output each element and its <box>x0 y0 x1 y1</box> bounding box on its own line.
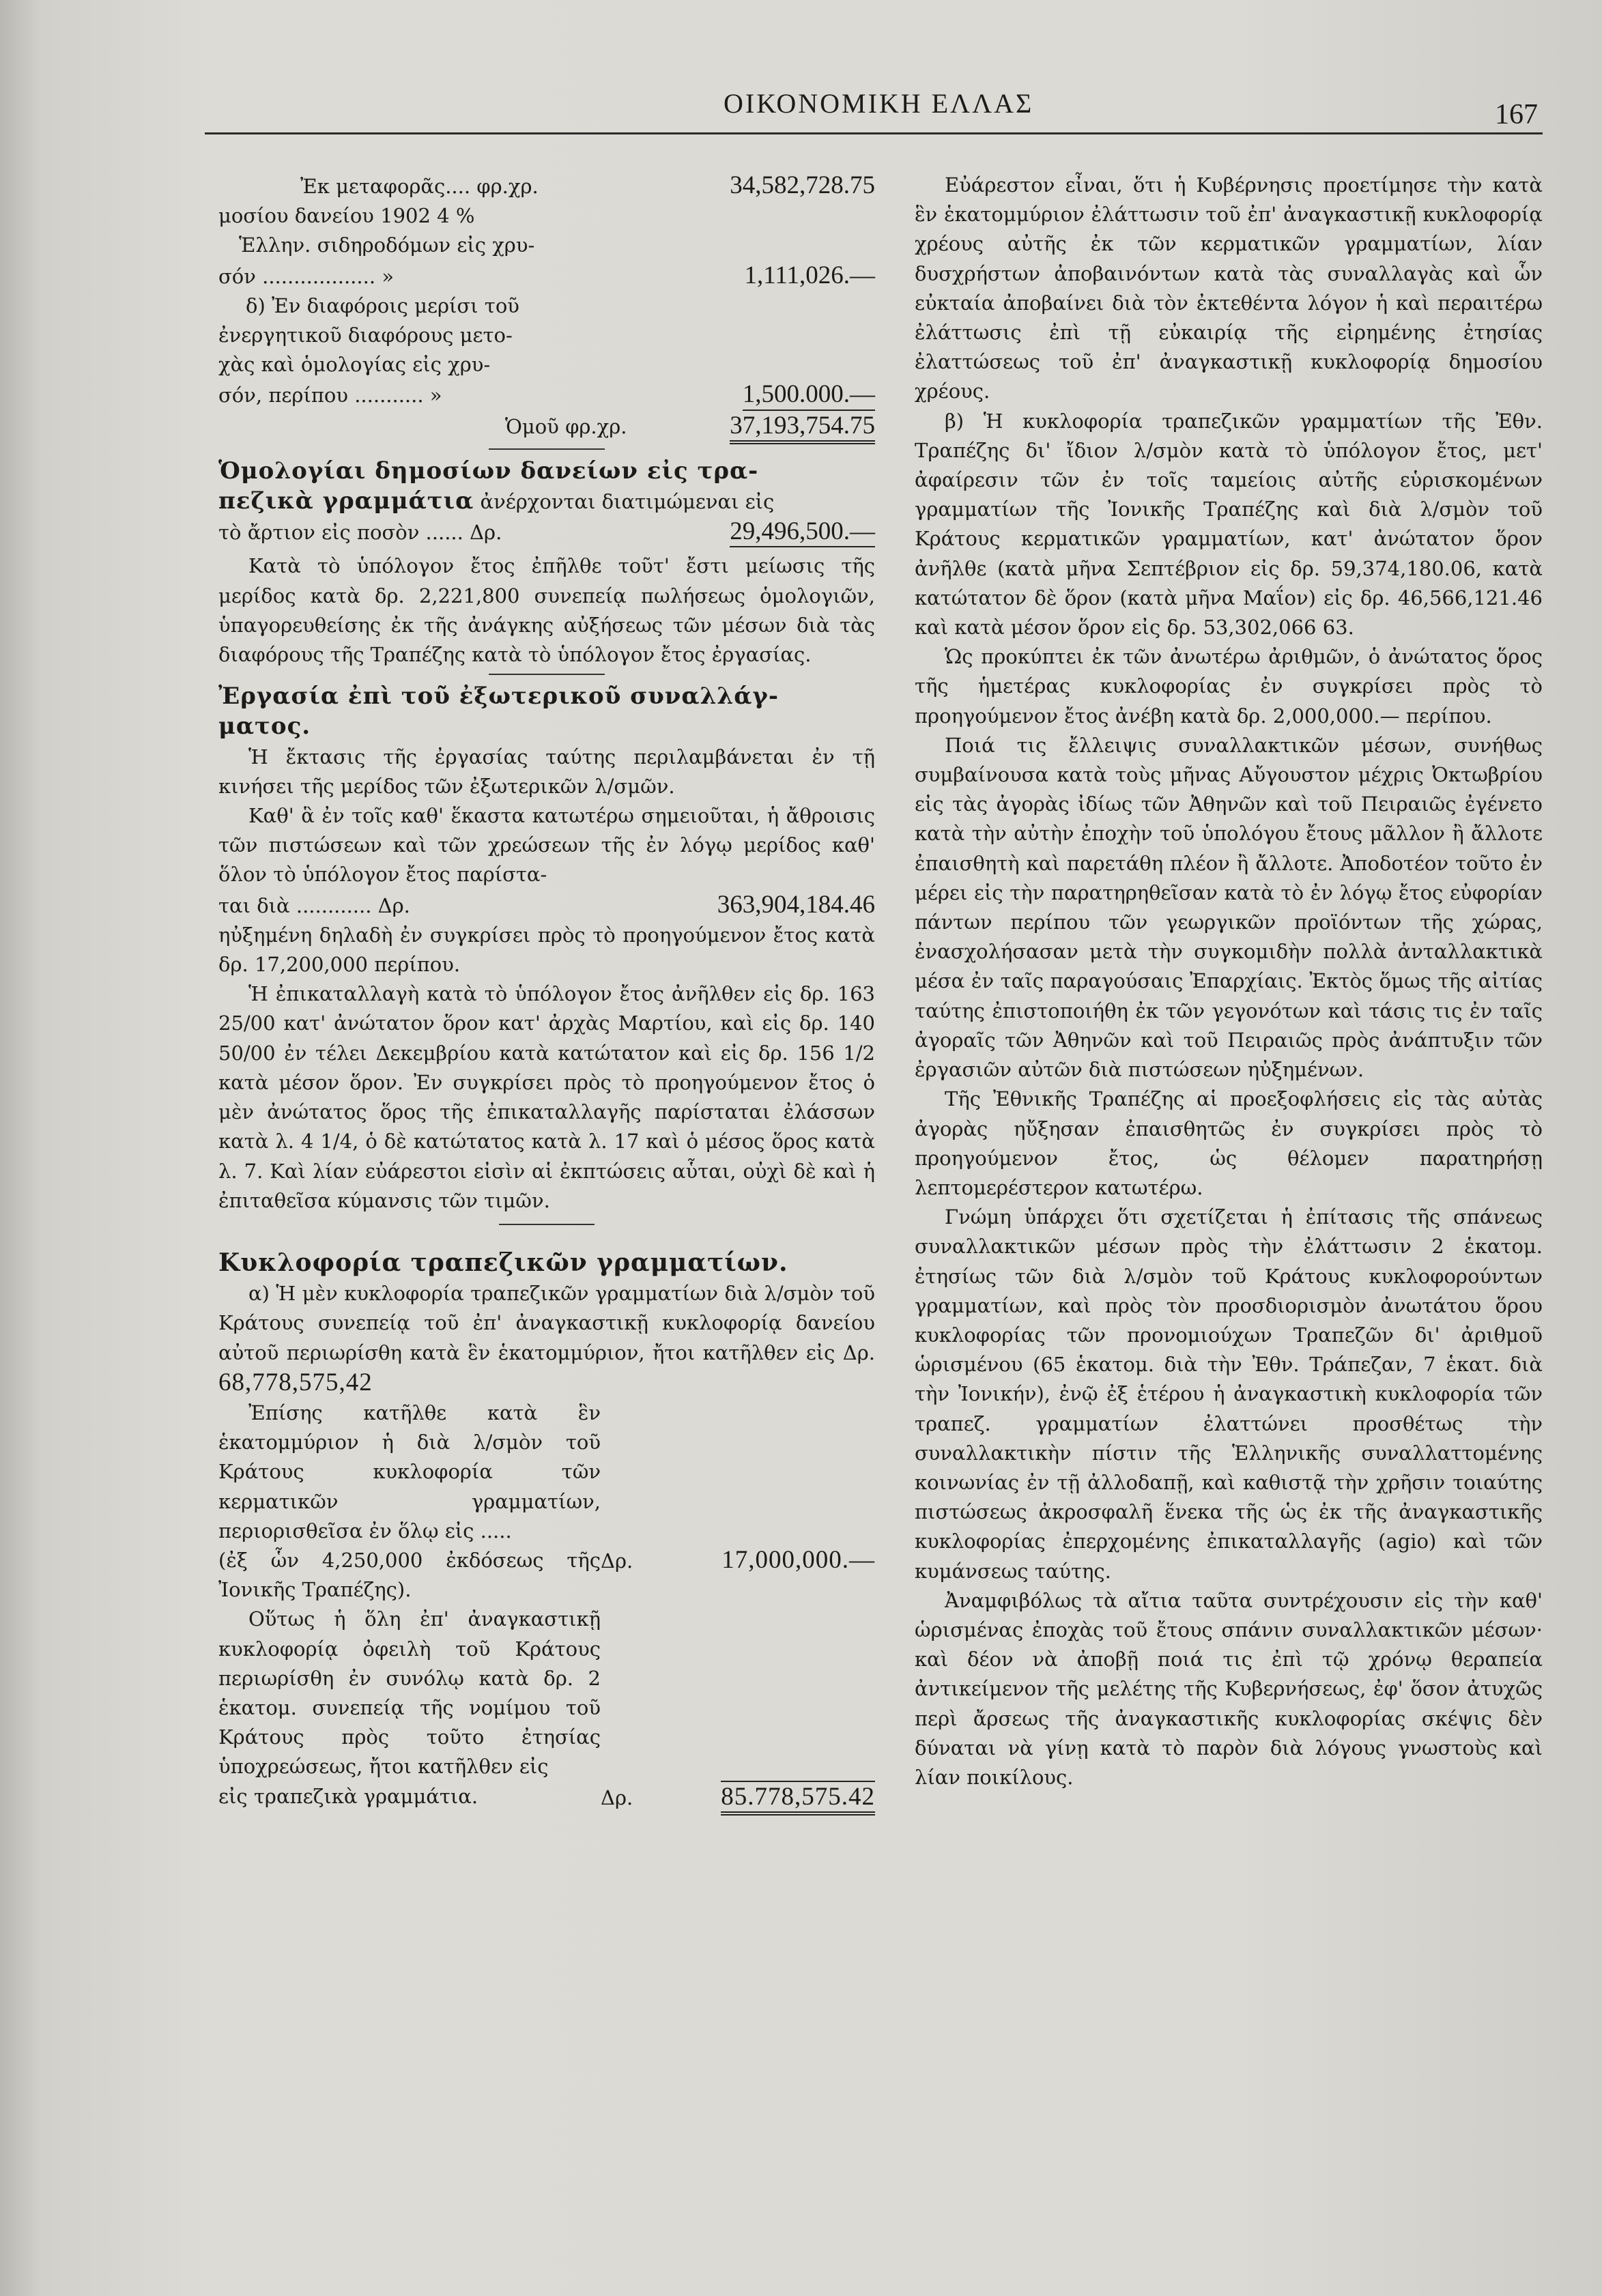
ledger-line <box>218 261 875 291</box>
amount-row <box>601 1781 875 1816</box>
running-title: ΟΙΚΟΝΟΜΙΚΗ ΕΛΛΑΣ <box>724 88 1034 119</box>
paragraph: Εὐάρεστον εἶναι, ὅτι ἡ Κυβέρνησις προετίμησε τὴν κατὰ ἓν ἑκατομμύριον ἐλάττωσιν τοῦ ἐπ' ἀναγκαστικῇ κυκλοφορίᾳ χρέους αὐτῆς ἐκ τῶν κερματικῶν γραμματίων, λίαν δυσχρήστων ἀποβαινόντων κατὰ τὰς συναλλαγὰς καὶ ὧν εὐκταία ἀποβαίνει διὰ τὸν ἐκτεθέντα λόγον ἡ καὶ περαιτέρω ἐλάττωσις ἐπὶ τῇ εὐκαιρίᾳ τῆς εἰρημένης ἐτησίας ἐλαττώσεως τοῦ ἐπ' ἀναγκαστικῇ κυκλοφορίᾳ δημοσίου χρέους. <box>915 173 1543 403</box>
section-heading: Ὁμολογίαι δημοσίων δανείων εἰς τρα- <box>218 457 759 485</box>
bonds-section-cont <box>218 487 875 517</box>
bonds-section <box>218 457 875 487</box>
paragraph: Ποιά τις ἔλλειψις συναλλακτικῶν μέσων, συνήθως συμβαίνουσα κατὰ τοὺς μῆνας Αὔγουστον μέχρις Ὀκτωβρίου εἰς τὰς ἀγορὰς ἰδίως τῶν Ἀθηνῶν καὶ τοῦ Πειραιῶς ἐγένετο κατὰ τὴν αὐτὴν ἐποχὴν τοῦ ὑπολόγου ἔτους μᾶλλον ἢ ἄλλοτε ἐπαισθητὴ καὶ παρετάθη πλέον ἢ ἄλλοτε. Ἀποδοτέον τοῦτο ἐν μέρει εἰς τὴν παρατηρηθεῖσαν κατὰ τὸ ἐν λόγῳ ἔτος εὐφορίαν πάντων περίπου τῶν γεωργικῶν προϊόντων τῆς χώρας, ἐνασχολήσασαν μετὰ τὴν συγκομιδὴν πολλὰ ἀνταλλακτικὰ μέσα ἐν ταῖς παραγούσαις Ἐπαρχίαις. Ἐκτὸς ὅμως τῆς αἰτίας ταύτης ἐπιστοποιήθη ἐκ τῶν γεγονότων καὶ τάσις τις ἐν ταῖς ἀγοραῖς τῶν Ἀθηνῶν καὶ τοῦ Πειραιῶς πρὸς ἀνάπτυξιν τῶν ἐργασιῶν αὐτῶν διὰ πιστώσεων ηὐξημένων. <box>915 733 1543 1082</box>
ledger-text: μοσίου δανείου 1902 4 % <box>218 204 475 228</box>
currency-label: Δρ. <box>601 1785 633 1809</box>
right-column <box>915 171 1543 1792</box>
header-rule <box>205 132 1543 134</box>
ledger-text: Ἑλλην. σιδηροδόμων εἰς χρυ- <box>239 233 535 257</box>
spacer <box>218 1232 875 1248</box>
ledger-label: Ἐκ μεταφορᾶς.... φρ.χρ. <box>300 175 539 198</box>
ledger-text: χὰς καὶ ὁμολογίας εἰς χρυ- <box>218 353 491 377</box>
ledger-amount: 29,496,500.— <box>730 517 875 547</box>
paragraph: Ὡς προκύπτει ἐκ τῶν ἀνωτέρω ἀριθμῶν, ὁ ἀνώτατος ὅρος τῆς ἡμετέρας κυκλοφορίας ἐν συγκρίσει πρὸς τὸ προηγούμενον ἔτος ἀνέβη κατὰ δρ. 2,000,000.— περίπου. <box>915 645 1543 728</box>
ledger-text: δ) Ἐν διαφόροις μερίσι τοῦ <box>246 293 519 317</box>
ledger-amount: 34,582,728.75 <box>730 171 875 199</box>
ledger-line <box>218 171 875 201</box>
ledger-line <box>218 517 875 547</box>
section-heading: ματος. <box>218 713 311 741</box>
paragraph: ηὐξημένη δηλαδὴ ἐν συγκρίσει πρὸς τὸ προηγούμενον ἔτος κατὰ δρ. 17,200,000 περίπου. <box>218 923 875 977</box>
ledger-amount: 1,500.000.— <box>743 379 875 410</box>
currency-label: Δρ. <box>842 1340 875 1364</box>
section-divider <box>489 448 605 450</box>
page-number: 167 <box>1495 99 1538 130</box>
amount: 68,778,575,42 <box>218 1368 373 1396</box>
section-divider <box>499 1224 595 1225</box>
ledger-total-amount: 37,193,754.75 <box>730 411 875 444</box>
paragraph: Οὕτως ἡ ὅλη ἐπ' ἀναγκαστικῇ κυκλοφορίᾳ ὀφειλὴ τοῦ Κράτους περιωρίσθη ἐν συνόλῳ κατὰ δρ. 2 ἑκατομ. συνεπείᾳ τῆς νομίμου τοῦ Κράτους πρὸς τοῦτο ἐτησίας ὑποχρεώσεως, ἤτοι κατῆλθεν εἰς <box>218 1607 601 1779</box>
paragraph: εἰς τραπεζικὰ γραμμάτια. <box>218 1784 478 1808</box>
narrow-text <box>218 1398 601 1811</box>
ledger-label: σόν, περίπου ........... » <box>218 384 442 407</box>
amount-row <box>601 1545 875 1576</box>
section-divider <box>489 674 605 675</box>
ledger-line <box>218 890 875 921</box>
paragraph: Τῆς Ἐθνικῆς Τραπέζης αἱ προεξοφλήσεις εἰς τὰς αὐτὰς ἀγορὰς ηὔξησαν ἐπαισθητῶς ἐν συγκρίσει πρὸς τὸ προηγούμενον ἔτος, ὡς θέλομεν παρατηρήσῃ λεπτομερέστερον κατωτέρω. <box>915 1087 1543 1199</box>
paragraph: Γνώμη ὑπάρχει ὅτι σχετίζεται ἡ ἐπίτασις τῆς σπάνεως συναλλακτικῶν μέσων πρὸς τὴν ἐλάττωσιν 2 ἑκατομ. ἐτησίως τῶν διὰ λ/σμὸν τοῦ Κράτους κυκλοφορούντων γραμματίων, καὶ πρὸς τὸν προσδιορισμὸν ἀνωτάτου ὅρου κυκλοφορίας τῶν προνομιούχων Τραπεζῶν δι' ἀριθμοῦ ὡρισμένου (65 ἑκατομ. διὰ τὴν Ἐθν. Τράπεζαν, 7 ἑκατ. διὰ τὴν Ἰονικήν), ἐνῷ ἐξ ἑτέρου ἡ ἀναγκαστικὴ κυκλοφορία τῶν τραπεζ. γραμματίων ἐλαττώνει προσθέτως τὴν συναλλακτικὴν πίστιν τῆς Ἑλληνικῆς συναλλαττομένης κοινωνίας ἐν τῇ ἀλλοδαπῇ, καὶ καθιστᾷ τὴν χρῆσιν τοιαύτης πιστώσεως ἀκροσφαλῆ ἕνεκα τῆς ὡς ἐκ τῆς ἀναγκαστικῆς κυκλοφορίας ἐπερχομένης ἐπικαταλλαγῆς (agio) καὶ τῶν κυμάνσεως ταύτης. <box>915 1205 1543 1583</box>
body-text: ἀνέρχονται διατιμώμεναι εἰς <box>474 490 775 514</box>
paragraph: Ἀναμφιβόλως τὰ αἴτια ταῦτα συντρέχουσιν εἰς τὴν καθ' ὡρισμένας ἐποχὰς τοῦ ἔτους σπάνιν συναλλακτικῶν μέσων· καὶ δέον νὰ ἀποβῇ ποιά τις ἐπὶ τῷ χρόνῳ θεραπεία ἀντικείμενον τῆς μελέτης τῆς Κυβερνήσεως, ἐφ' ὅσον ἀτυχῶς περὶ ἄρσεως τῆς ἀναγκαστικῆς κυκλοφορίας σκέψις δὲν δύναται νὰ γίνῃ κατὰ τὸ παρὸν διὰ λόγους γνωστοὺς καὶ λίαν ποικίλους. <box>915 1588 1543 1789</box>
left-column <box>218 171 875 1811</box>
ledger-text: ἐνεργητικοῦ διαφόρους μετο- <box>218 324 513 347</box>
ledger-amount: 1,111,026.— <box>744 261 875 289</box>
paragraph: Ἡ ἐπικαταλλαγὴ κατὰ τὸ ὑπόλογον ἔτος ἀνῆλθεν εἰς δρ. 163 25/00 κατ' ἀνώτατον ὅρον κατ' ἀρχὰς Μαρτίου, καὶ εἰς δρ. 140 50/00 ἐν τέλει Δεκεμβρίου κατὰ κατώτατον καὶ εἰς δρ. 156 1/2 κατὰ μέσον ὅρον. Ἐν συγκρίσει πρὸς τὸ προηγούμενον ἔτος ὁ μὲν ἀνώτατος ὅρος τῆς ἐπικαταλλαγῆς παρίσταται ἐλάσσων κατὰ λ. 4 1/4, ὁ δὲ κατώτατος κατὰ λ. 17 καὶ ὁ μέσος ὅρος κατὰ λ. 7. Καὶ λίαν εὐάρεστοι εἰσὶν αἱ ἐκπτώσεις αὗται, οὐχὶ δὲ καὶ ἡ ἐπιταθεῖσα κύμανσις τῶν τιμῶν. <box>218 982 875 1212</box>
paragraph <box>218 1279 875 1398</box>
paragraph: Ἐπίσης κατῆλθε κατὰ ἓν ἑκατομμύριον ἡ διὰ λ/σμὸν τοῦ Κράτους κυκλοφορία τῶν κερματικῶν γραμματίων, περιορισθεῖσα ἐν ὅλῳ εἰς ..... <box>218 1401 601 1542</box>
body-text: α) Ἡ μὲν κυκλοφορία τραπεζικῶν γραμματίων διὰ λ/σμὸν τοῦ Κράτους συνεπείᾳ τοῦ ἐπ' ἀναγκαστικῇ κυκλοφορίᾳ δανείου αὐτοῦ περιωρίσθη κατὰ ἓν ἑκατομμύριον, ἤτοι κατῆλθεν εἰς <box>218 1282 875 1364</box>
amount: 17,000,000.— <box>721 1545 875 1574</box>
paragraph: Κατὰ τὸ ὑπόλογον ἔτος ἐπῆλθε τοῦτ' ἔστι μείωσις τῆς μερίδος κατὰ δρ. 2,221,800 συνεπείᾳ πωλήσεως ὁμολογιῶν, ὑπαγορευθείσης ἐκ τῆς ἀνάγκης αὐξήσεως τῶν μέσων διὰ τὰς διαφόρους τῆς Τραπέζης κατὰ τὸ ὑπόλογον ἔτος ἐργασίας. <box>218 554 875 667</box>
paragraph: Καθ' ἃ ἐν τοῖς καθ' ἕκαστα κατωτέρω σημειοῦται, ἡ ἄθροισις τῶν πιστώσεων καὶ τῶν χρεώσεων τῆς ἐν λόγῳ μερίδος καθ' ὅλον τὸ ὑπόλογον ἔτος παρίστα- <box>218 804 875 887</box>
section-heading-line <box>218 712 875 742</box>
ledger-label: ται διὰ ............ Δρ. <box>218 893 410 917</box>
currency-label: Δρ. <box>601 1549 633 1573</box>
ledger-amount: 363,904,184.46 <box>717 890 875 919</box>
section-heading: Κυκλοφορία τραπεζικῶν γραμματίων. <box>218 1248 788 1277</box>
total-amount: 85.778,575.42 <box>721 1781 875 1816</box>
ledger-total-line <box>218 411 875 444</box>
ledger-label: τὸ ἄρτιον εἰς ποσὸν ...... Δρ. <box>218 521 502 545</box>
section-heading: πεζικὰ γραμμάτια <box>218 487 474 515</box>
paragraph: (ἐξ ὧν 4,250,000 ἐκδόσεως τῆς Ἰονικῆς Τραπέζης). <box>218 1548 601 1602</box>
section-heading: Ἐργασία ἐπὶ τοῦ ἐξωτερικοῦ συναλλάγ- <box>218 683 779 711</box>
section-heading-line <box>218 1248 875 1279</box>
section-heading-line <box>218 682 875 712</box>
ledger-line <box>218 379 875 410</box>
ledger-label: σόν .................. » <box>218 264 394 288</box>
paragraph: β) Ἡ κυκλοφορία τραπεζικῶν γραμματίων τῆς Ἐθν. Τραπέζης δι' ἴδιον λ/σμὸν κατὰ τὸ ὑπόλογον ἔτος, μετ' ἀφαίρεσιν τῶν ἐν τοῖς ταμείοις αὐτῆς εὑρισκομένων γραμματίων τῆς Ἰονικῆς Τραπέζης καὶ διὰ λ/σμὸν τοῦ Κράτους κερματικῶν γραμματίων, κατ' ἀνώτατον ὅρον ἀνῆλθε (κατὰ μῆνα Σεπτέβριον εἰς δρ. 59,374,180.06, κατὰ κατώτατον δὲ ὅρον (κατὰ μῆνα Μαΐον) εἰς δρ. 46,566,121.46 καὶ κατὰ μέσον ὅρον εἰς δρ. 53,302,066 63. <box>915 409 1543 640</box>
ledger-label: Ὁμοῦ φρ.χρ. <box>505 414 627 438</box>
amounts-block <box>218 1398 875 1811</box>
paragraph: Ἡ ἔκτασις τῆς ἐργασίας ταύτης περιλαμβάνεται ἐν τῇ κινήσει τῆς μερίδος τῶν ἐξωτερικῶν λ/σμῶν. <box>218 745 875 798</box>
page-header <box>0 81 1602 135</box>
